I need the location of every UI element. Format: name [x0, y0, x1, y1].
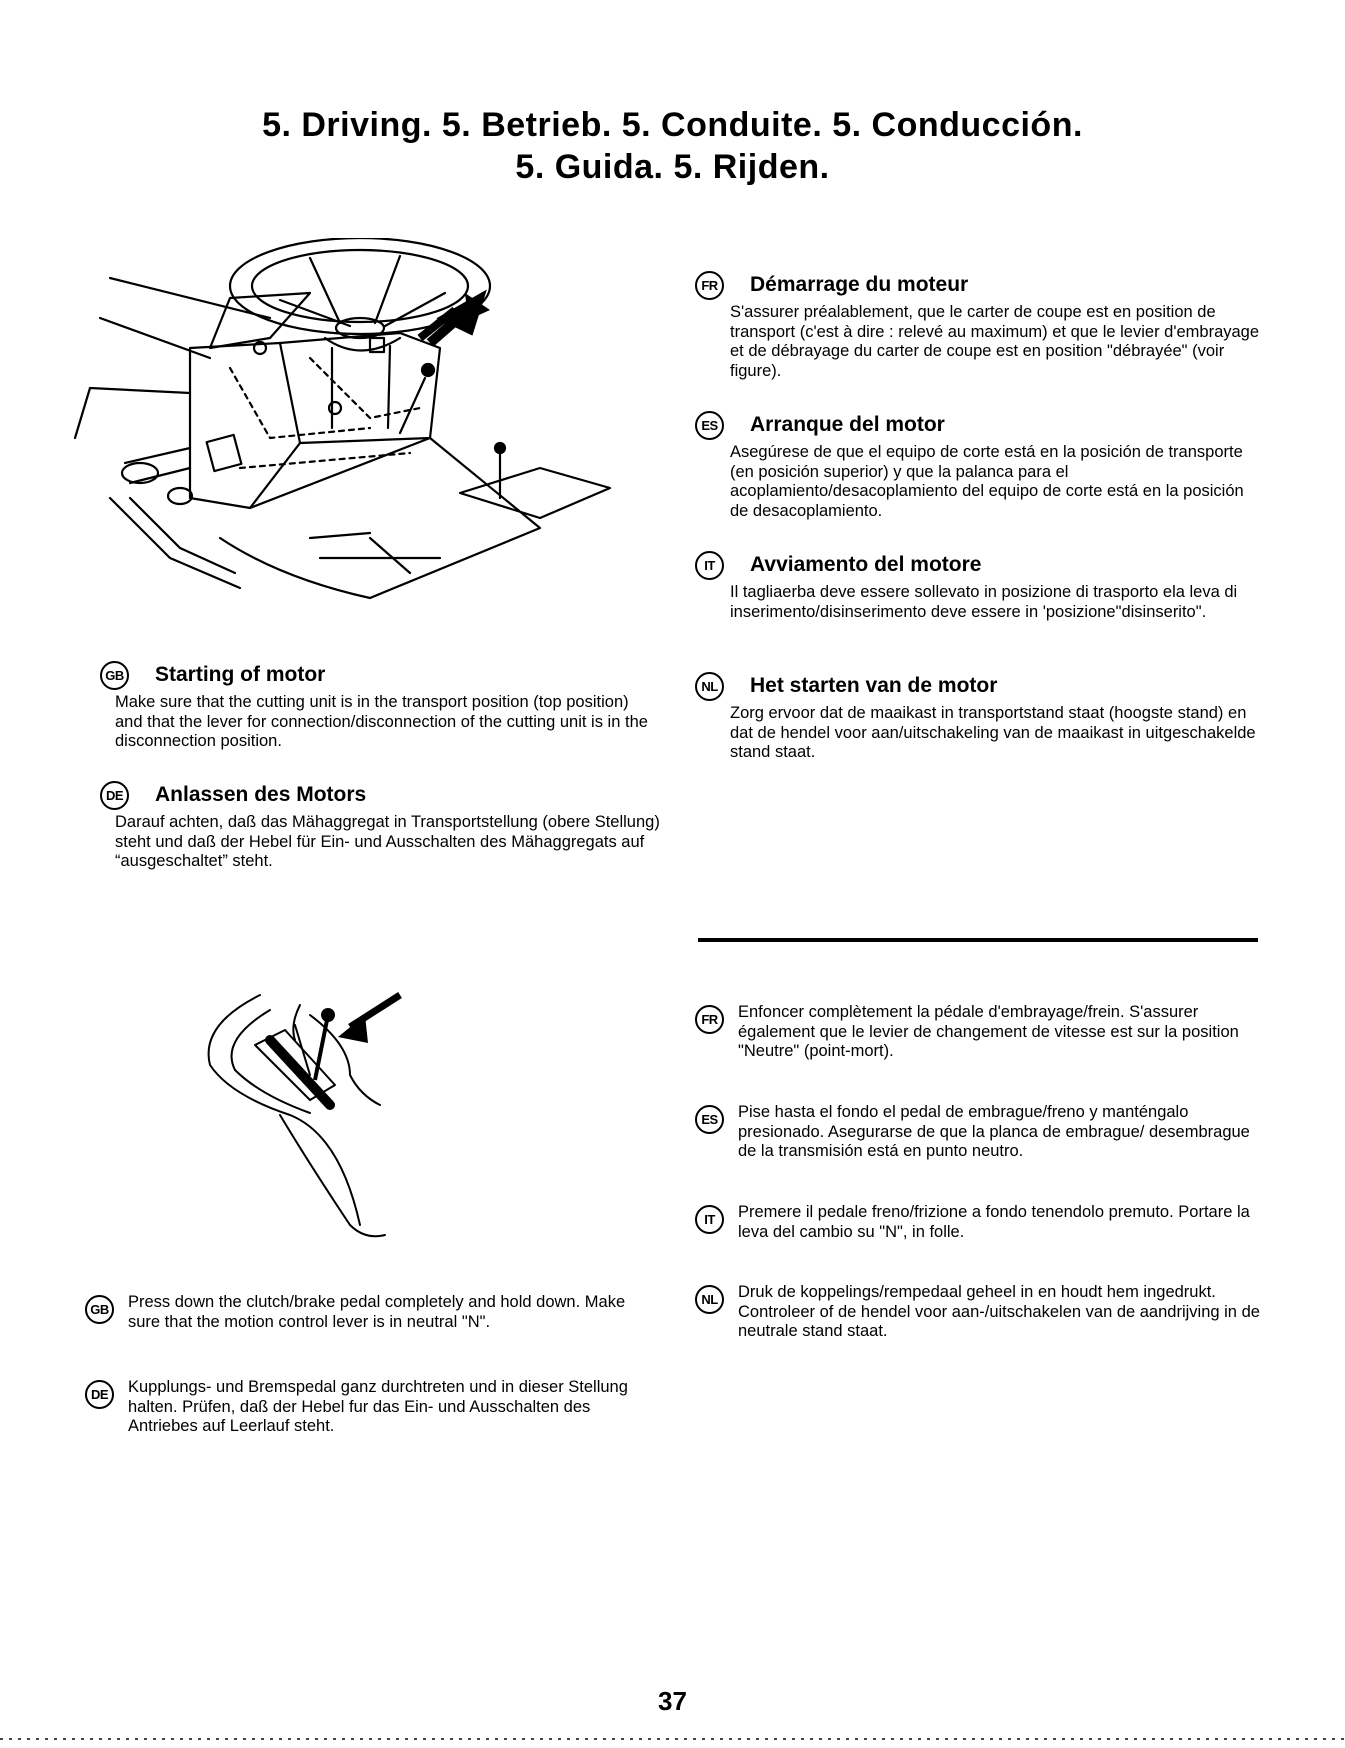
es-pedal-badge: ES — [695, 1105, 724, 1134]
section-it-starting — [695, 550, 1260, 622]
nl-language-badge: NL — [695, 672, 724, 701]
de-language-badge: DE — [100, 781, 129, 810]
section-nl-pedal — [695, 1283, 1260, 1342]
nl-pedal-badge: NL — [695, 1285, 724, 1314]
section-nl-starting — [695, 671, 1260, 763]
de-pedal-badge: DE — [85, 1380, 114, 1409]
es-language-badge: ES — [695, 411, 724, 440]
gb-starting-heading: Starting of motor — [155, 663, 326, 686]
it-pedal-badge: IT — [695, 1205, 724, 1234]
gb-language-badge: GB — [100, 661, 129, 690]
nl-starting-text: Zorg ervoor dat de maaikast in transportstand staat (hoogste stand) en dat de hendel voor aan/uitschakeling van de maaikast in uitgeschakelde stand staat. — [730, 704, 1256, 761]
es-pedal-text: Pise hasta el fondo el pedal de embrague/freno y manténgalo presionado. Asegurarse de que la planca de embrague/ desembrague de la transmisión está en punto neutro. — [738, 1103, 1250, 1160]
figure-dashboard-lever — [70, 238, 630, 658]
section-fr-pedal — [695, 1003, 1260, 1062]
it-starting-heading: Avviamento del motore — [750, 553, 982, 576]
section-de-pedal — [85, 1378, 645, 1437]
scan-edge-dots — [0, 1738, 1345, 1740]
page-title-line-2: 5. Guida. 5. Rijden. — [515, 148, 830, 186]
section-it-pedal — [695, 1203, 1260, 1242]
figure-pedal-lever — [190, 985, 420, 1245]
gb-pedal-badge: GB — [85, 1295, 114, 1324]
de-starting-heading: Anlassen des Motors — [155, 783, 367, 806]
it-language-badge: IT — [695, 551, 724, 580]
nl-pedal-text: Druk de koppelings/rempedaal geheel in en houdt hem ingedrukt. Controleer of de hendel voor aan-/uitschakelen van de aandrijving in de neutrale stand staat. — [738, 1283, 1260, 1340]
es-starting-heading: Arranque del motor — [750, 413, 945, 436]
de-starting-text: Darauf achten, daß das Mähaggregat in Transportstellung (obere Stellung) steht und daß der Hebel für Ein- und Ausschalten des Mähaggregats auf “ausgeschaltet” steht. — [115, 813, 660, 870]
page-number: 37 — [658, 1686, 687, 1716]
it-pedal-text: Premere il pedale freno/frizione a fondo tenendolo premuto. Portare la leva del cambio su "N", in folle. — [738, 1203, 1250, 1241]
fr-pedal-badge: FR — [695, 1005, 724, 1034]
de-pedal-text: Kupplungs- und Bremspedal ganz durchtreten und in dieser Stellung halten. Prüfen, daß der Hebel fur das Ein- und Ausschalten des Antriebes auf Leerlauf steht. — [128, 1378, 628, 1435]
fr-pedal-text: Enfoncer complètement la pédale d'embrayage/frein. S'assurer également que le levier de changement de vitesse est sur la position "Neutre" (point-mort). — [738, 1003, 1239, 1060]
section-de-starting — [100, 780, 660, 872]
nl-starting-heading: Het starten van de motor — [750, 674, 998, 697]
section-divider — [698, 938, 1258, 942]
page-title-line-1: 5. Driving. 5. Betrieb. 5. Conduite. 5. Conducción. — [262, 106, 1083, 144]
section-fr-starting — [695, 270, 1260, 381]
fr-language-badge: FR — [695, 271, 724, 300]
es-starting-text: Asegúrese de que el equipo de corte está en la posición de transporte (en posición superior) y que la palanca para el acoplamiento/desacoplamiento del equipo de corte está en la posición de desacoplamiento. — [730, 443, 1244, 520]
section-gb-starting — [100, 660, 660, 752]
section-es-starting — [695, 410, 1260, 521]
section-es-pedal — [695, 1103, 1260, 1162]
it-starting-text: Il tagliaerba deve essere sollevato in posizione di trasporto ela leva di inserimento/disinserimento deve essere in 'posizione"disinserito". — [730, 583, 1238, 621]
gb-starting-text: Make sure that the cutting unit is in the transport position (top position) and that the lever for connection/disconnection of the cutting unit is in the disconnection position. — [115, 693, 648, 750]
section-gb-pedal — [85, 1293, 660, 1332]
fr-starting-text: S'assurer préalablement, que le carter de coupe est en position de transport (c'est à dire : relevé au maximum) et que le levier d'embrayage et de débrayage du carter de coupe est en position "débrayée" (voir figure). — [730, 303, 1260, 380]
fr-starting-heading: Démarrage du moteur — [750, 273, 969, 296]
gb-pedal-text: Press down the clutch/brake pedal completely and hold down. Make sure that the motion control lever is in neutral "N". — [128, 1293, 626, 1331]
